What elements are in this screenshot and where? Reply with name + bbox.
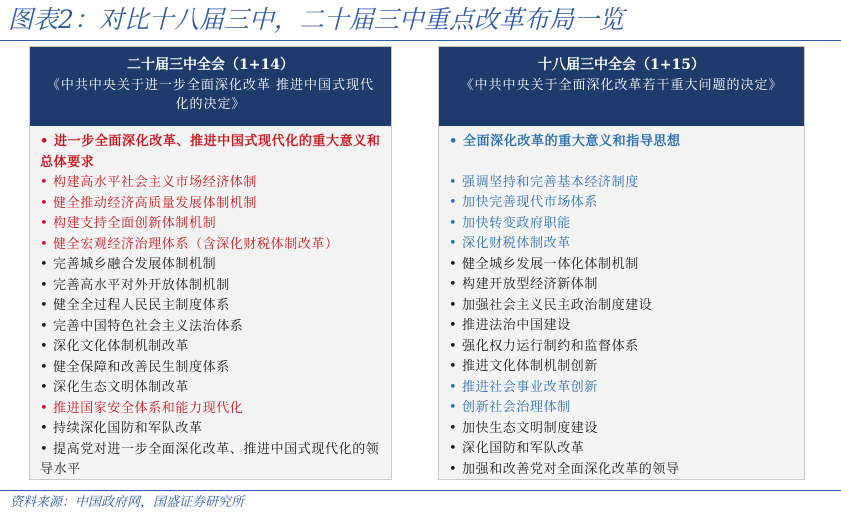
right-panel-item: • 加强和改善党对全面深化改革的领导 xyxy=(449,461,680,477)
right-panel-item: • 加快生态文明制度建设 xyxy=(449,420,599,436)
right-panel-item: • 全面深化改革的重大意义和指导思想 xyxy=(449,134,681,149)
left-panel-heading: 二十届三中全会（1+14） xyxy=(127,57,294,73)
right-panel-item: • 健全城乡发展一体化体制机制 xyxy=(449,256,639,272)
left-panel-item: • 持续深化国防和军队改革 xyxy=(40,421,203,436)
right-panel-item: • 推进法治中国建设 xyxy=(449,318,571,333)
left-panel-item: • 深化文化体制机制改革 xyxy=(40,339,190,354)
right-panel-item: • 深化国防和军队改革 xyxy=(449,441,585,456)
figure-title: 图表2：对比十八届三中，二十届三中重点改革布局一览 xyxy=(8,5,624,34)
right-panel-item-list xyxy=(439,126,804,480)
left-panel-item: • 健全保障和改善民生制度体系 xyxy=(40,359,230,375)
right-panel-item: • 加快转变政府职能 xyxy=(449,215,571,231)
left-panel-2024-plenum xyxy=(29,46,392,480)
right-panel-header xyxy=(439,47,804,126)
left-panel-item: • 推进国家安全体系和能力现代化 xyxy=(40,400,244,416)
left-panel-item: • 进一步全面深化改革、推进中国式现代化的重大意义和总体要求 xyxy=(40,134,381,170)
right-panel-heading: 十八届三中全会（1+15） xyxy=(538,57,705,73)
right-panel-item: • 强化权力运行制约和监督体系 xyxy=(449,338,639,354)
right-panel-2013-plenum xyxy=(438,46,805,480)
left-panel-item: • 健全宏观经济治理体系（含深化财税体制改革） xyxy=(40,236,339,252)
right-panel-item: • 推进社会事业改革创新 xyxy=(449,379,599,395)
left-panel-item: • 完善中国特色社会主义法治体系 xyxy=(40,318,244,334)
left-panel-item: • 构建高水平社会主义市场经济体制 xyxy=(40,175,258,190)
left-panel-document-title: 《中共中央关于进一步全面深化改革 推进中国式现代化的决定》 xyxy=(46,78,375,112)
left-panel-item: • 构建支持全面创新体制机制 xyxy=(40,216,217,231)
right-panel-item: • 加快完善现代市场体系 xyxy=(449,195,599,210)
left-panel-header xyxy=(30,47,391,126)
left-panel-item: • 完善高水平对外开放体制机制 xyxy=(40,277,230,293)
title-divider xyxy=(0,40,841,41)
right-panel-document-title: 《中共中央关于全面深化改革若干重大问题的决定》 xyxy=(460,78,783,93)
left-panel-item: • 健全全过程人民民主制度体系 xyxy=(40,298,230,313)
right-panel-item: • 强调坚持和完善基本经济制度 xyxy=(449,174,639,190)
left-panel-item: • 深化生态文明体制改革 xyxy=(40,380,190,395)
right-panel-item: • 深化财税体制改革 xyxy=(449,236,571,251)
right-panel-item: • 推进文化体制机制创新 xyxy=(449,359,599,374)
left-panel-item-list xyxy=(30,126,391,481)
source-divider xyxy=(0,490,841,491)
right-panel-item: • 创新社会治理体制 xyxy=(449,400,571,415)
left-panel-item: • 健全推动经济高质量发展体制机制 xyxy=(40,195,258,211)
source-note: 资料来源：中国政府网，国盛证券研究所 xyxy=(10,495,245,510)
right-panel-item: • 构建开放型经济新体制 xyxy=(449,277,599,292)
left-panel-item: • 提高党对进一步全面深化改革、推进中国式现代化的领导水平 xyxy=(40,441,380,477)
left-panel-item: • 完善城乡融合发展体制机制 xyxy=(40,257,217,272)
right-panel-item: • 加强社会主义民主政治制度建设 xyxy=(449,297,653,313)
